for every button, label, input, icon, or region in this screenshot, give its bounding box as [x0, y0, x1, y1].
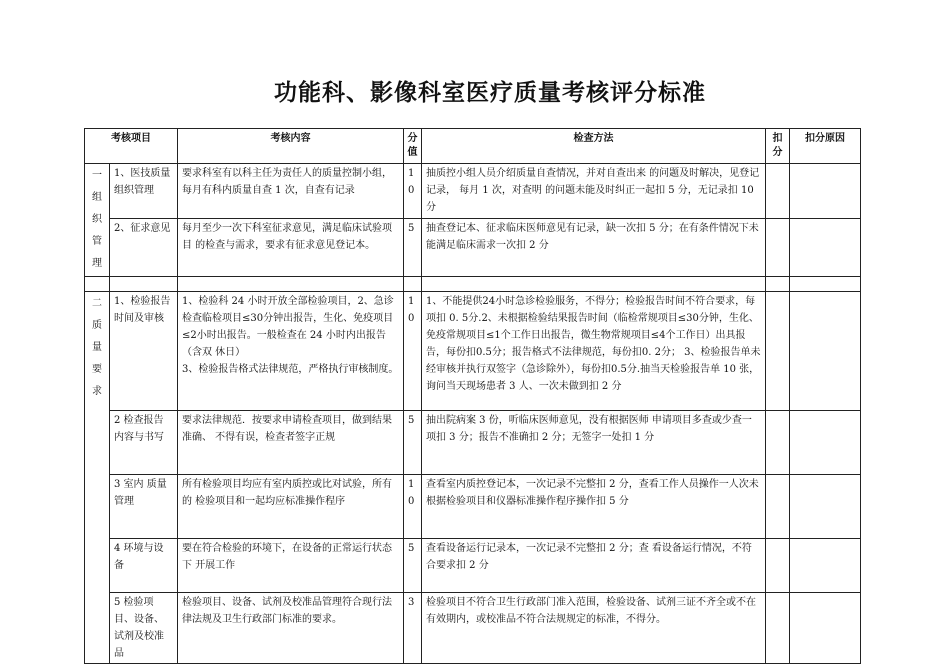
item-cell: 3 室内 质量管理	[110, 475, 178, 539]
reason-cell	[790, 475, 861, 539]
method-cell: 查看室内质控登记本，一次记录不完整扣 2 分，查看工作人员操作一人次未根据检验项目和仪器标准操作程序操作扣 5 分	[422, 475, 766, 539]
deduct-cell	[766, 475, 790, 539]
table-row	[85, 411, 861, 475]
table-row	[85, 539, 861, 593]
content-cell: 每月至少一次下科室征求意见，满足临床试验项目 的检查与需求，要求有征求意见登记本。	[178, 219, 404, 277]
category-char: 理	[92, 258, 102, 269]
category-cell	[85, 292, 110, 664]
content-cell: 要求科室有以科主任为责任人的质量控制小组，每月有科内质量自查 1 次，自查有记录	[178, 164, 404, 219]
category-char: 织	[92, 214, 102, 225]
spacer-row	[85, 277, 861, 292]
deduct-cell	[766, 292, 790, 411]
header-deduct: 扣分	[766, 129, 790, 164]
table-row	[85, 475, 861, 539]
category-char: 二	[92, 298, 102, 309]
reason-cell	[790, 593, 861, 664]
header-row	[85, 129, 861, 164]
item-cell: 2、征求意见	[110, 219, 178, 277]
assessment-table	[84, 128, 861, 664]
table-row	[85, 164, 861, 219]
score-cell: 10	[404, 292, 422, 411]
table-row	[85, 593, 861, 664]
deduct-cell	[766, 411, 790, 475]
content-cell: 所有检验项目均应有室内质控或比对试验，所有的 检验项目和一起均应标准操作程序	[178, 475, 404, 539]
category-char: 质	[92, 320, 102, 331]
score-cell: 3	[404, 593, 422, 664]
category-char: 管	[92, 236, 102, 247]
deduct-cell	[766, 539, 790, 593]
category-cell	[85, 164, 110, 277]
method-cell: 抽查登记本、征求临床医师意见有记录，缺一次扣 5 分；在有条件情况下未能满足临床需求一次扣 2 分	[422, 219, 766, 277]
reason-cell	[790, 539, 861, 593]
item-cell: 5 检验项目、设备、试剂及校准品	[110, 593, 178, 664]
method-cell: 检验项目不符合卫生行政部门准入范围，检验设备、试剂三证不齐全或不在有效期内，或校准品不符合法规规定的标准，不得分。	[422, 593, 766, 664]
reason-cell	[790, 164, 861, 219]
deduct-cell	[766, 219, 790, 277]
content-cell: 1、检验科 24 小时开放全部检验项目，2、急诊检查临检项目≤30分钟出报告，生化、免疫项目≤2小时出报告。一般检查在 24 小时内出报告（含双 休日） 3、检验报告格式法律规范，严格执行审核制度。	[178, 292, 404, 411]
category-char: 一	[92, 170, 102, 181]
header-item: 考核项目	[85, 129, 178, 164]
item-cell: 2 检查报告 内容与书写	[110, 411, 178, 475]
item-cell: 1、医技质量组织管理	[110, 164, 178, 219]
method-cell: 抽质控小组人员介绍质量自查情况，并对自查出来 的问题及时解决，见登记记录， 每月 1 次，对查明 的问题未能及时纠正一起扣 5 分，无记录扣 10 分	[422, 164, 766, 219]
score-cell: 5	[404, 539, 422, 593]
content-cell: 要在符合检验的环境下，在设备的正常运行状态下 开展工作	[178, 539, 404, 593]
category-char: 求	[92, 386, 102, 397]
content-cell: 检验项目、设备、试剂及校准品管理符合现行法律法规及卫生行政部门标准的要求。	[178, 593, 404, 664]
deduct-cell	[766, 164, 790, 219]
deduct-cell	[766, 593, 790, 664]
item-cell: 1、检验报告时间及审核	[110, 292, 178, 411]
page-title: 功能科、影像科室医疗质量考核评分标准	[274, 80, 706, 106]
header-reason: 扣分原因	[790, 129, 861, 164]
method-cell: 查看设备运行记录本，一次记录不完整扣 2 分；查 看设备运行情况，不符合要求扣 2 分	[422, 539, 766, 593]
header-score: 分值	[404, 129, 422, 164]
reason-cell	[790, 292, 861, 411]
reason-cell	[790, 411, 861, 475]
category-char: 要	[92, 364, 102, 375]
content-cell: 要求法律规范．按要求申请检查项目，做到结果准确、 不得有误，检查者签字正规	[178, 411, 404, 475]
header-method: 检查方法	[422, 129, 766, 164]
score-cell: 5	[404, 219, 422, 277]
table-row	[85, 292, 861, 411]
category-char: 组	[92, 192, 102, 203]
score-cell: 10	[404, 164, 422, 219]
reason-cell	[790, 219, 861, 277]
header-content: 考核内容	[178, 129, 404, 164]
method-cell: 抽出院病案 3 份，听临床医师意见，没有根据医师 申请项目多查或少查一项扣 3 分；报告不准确扣 2 分；无签字一处扣 1 分	[422, 411, 766, 475]
score-cell: 10	[404, 475, 422, 539]
score-cell: 5	[404, 411, 422, 475]
method-cell: 1、不能提供24小时急诊检验服务，不得分；检验报告时间不符合要求，每项扣 0. 5分.2、未根据检验结果报告时间（临检常规项目≤30分钟，生化、免疫常规项目≤1个工作日出报告，微生物常规项目≤4个工作日）出具报告，每份扣0.5分；报告格式不法律规范，每份扣0. 2分； 3、检验报告单未经审核并执行双签字（急诊除外），每份扣0.5分.抽当天检验报告单 10 张，询问当天现场患者 3 人、一次未做到扣 2 分	[422, 292, 766, 411]
item-cell: 4 环境与设备	[110, 539, 178, 593]
category-char: 量	[92, 342, 102, 353]
table-row	[85, 219, 861, 277]
